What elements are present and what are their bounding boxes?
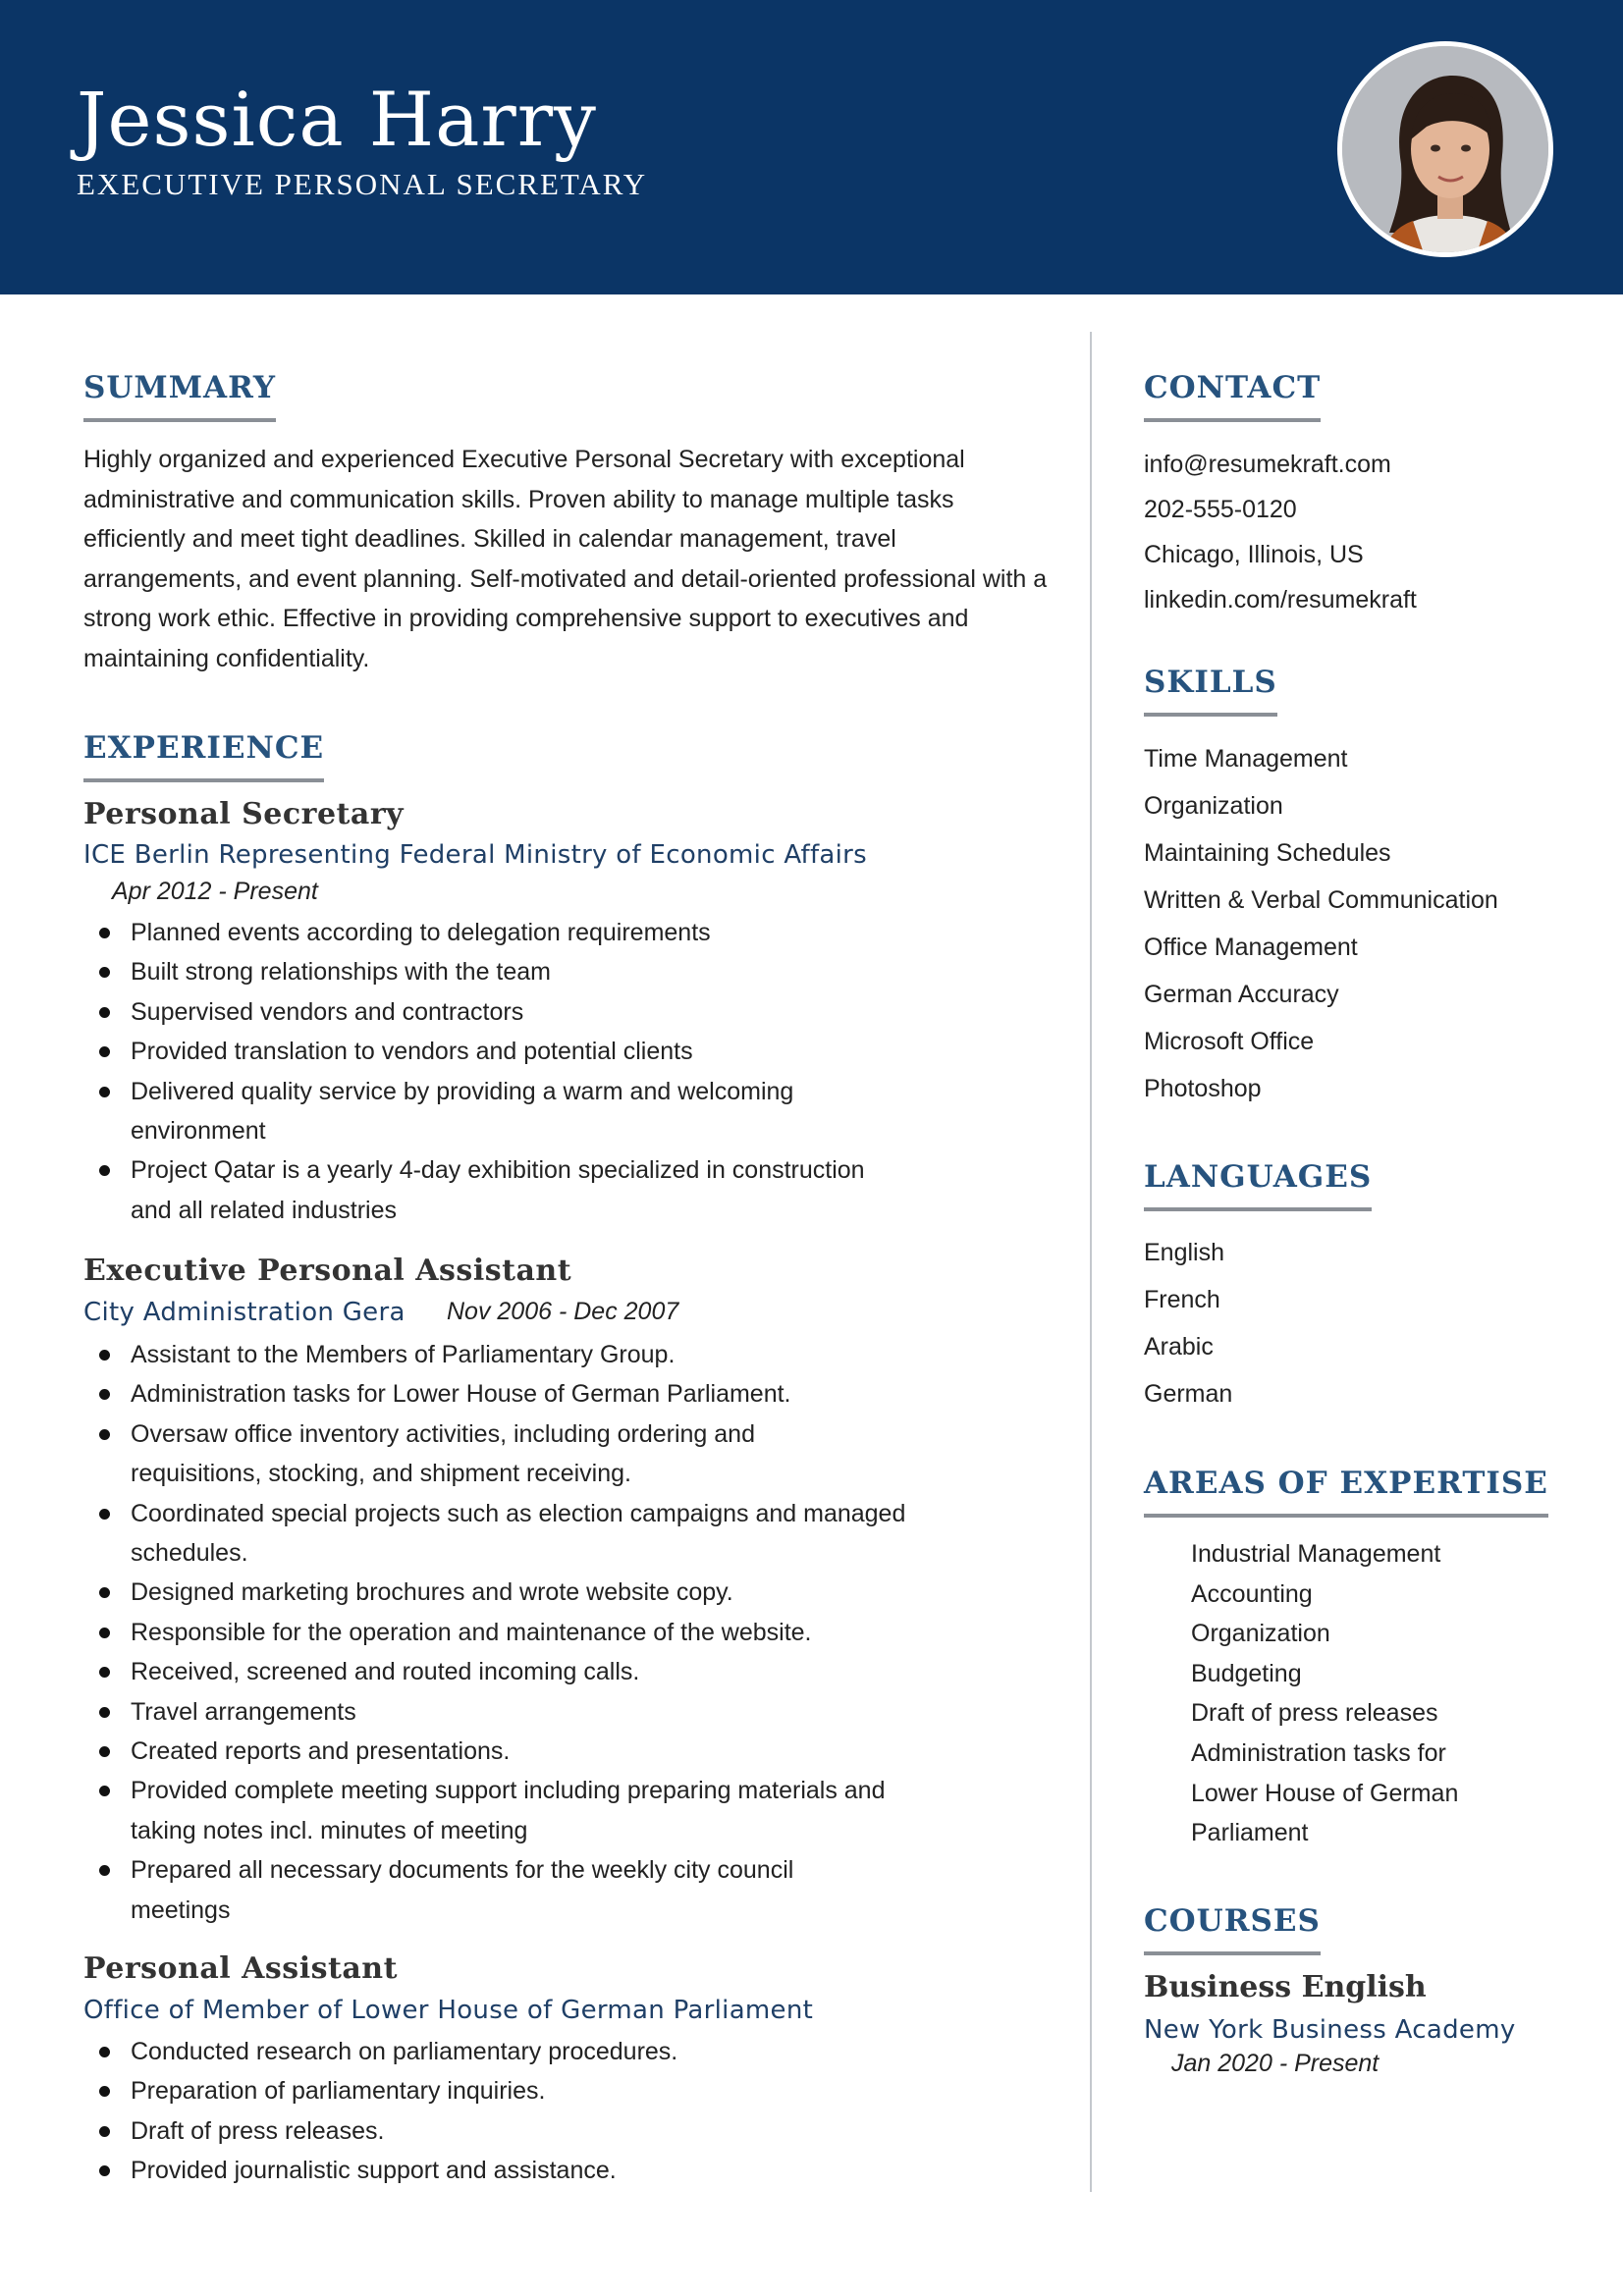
course-title: Business English [1144, 1970, 1427, 2004]
course-dates: Jan 2020 - Present [1171, 2050, 1380, 2077]
list-item: Provided journalistic support and assistance. [83, 2151, 928, 2190]
job-title: Personal Assistant [83, 1951, 398, 1986]
list-item: Received, screened and routed incoming calls. [83, 1652, 928, 1691]
expertise-item: Organization [1191, 1620, 1330, 1648]
list-item: Designed marketing brochures and wrote website copy. [83, 1573, 928, 1612]
column-divider [1090, 332, 1092, 2192]
language-item: French [1144, 1286, 1220, 1313]
expertise-item: Accounting [1191, 1579, 1313, 1608]
candidate-name: Jessica Harry [77, 76, 597, 163]
header-banner [0, 0, 1623, 294]
list-item: Project Qatar is a yearly 4-day exhibition specialized in construction and all related industries [83, 1150, 898, 1230]
skill-item: Microsoft Office [1144, 1028, 1315, 1055]
experience-heading: EXPERIENCE [83, 729, 324, 782]
list-item: Responsible for the operation and maintenance of the website. [83, 1613, 928, 1652]
expertise-item: Parliament [1191, 1819, 1309, 1847]
skill-item: German Accuracy [1144, 981, 1339, 1008]
languages-list [1144, 1229, 1232, 1417]
expertise-item: Budgeting [1191, 1659, 1302, 1687]
list-item: Conducted research on parliamentary procedures. [83, 2032, 928, 2071]
skill-item: Time Management [1144, 745, 1348, 773]
contact-phone[interactable]: 202-555-0120 [1144, 496, 1297, 523]
list-item: Delivered quality service by providing a warm and welcoming environment [83, 1072, 898, 1151]
language-item: German [1144, 1380, 1233, 1408]
contact-list [1144, 442, 1417, 622]
job-bullets [83, 913, 898, 1230]
contact-email[interactable]: info@resumekraft.com [1144, 451, 1391, 478]
expertise-heading: AREAS OF EXPERTISE [1144, 1465, 1548, 1518]
courses-heading: COURSES [1144, 1902, 1321, 1955]
expertise-item: Lower House of German [1191, 1779, 1459, 1807]
language-item: Arabic [1144, 1333, 1214, 1361]
contact-heading: CONTACT [1144, 369, 1321, 422]
contact-location: Chicago, Illinois, US [1144, 541, 1364, 568]
list-item: Built strong relationships with the team [83, 952, 898, 991]
course-org: New York Business Academy [1144, 2015, 1516, 2045]
expertise-item: Draft of press releases [1191, 1699, 1438, 1728]
expertise-item: Industrial Management [1191, 1540, 1441, 1568]
list-item: Prepared all necessary documents for the weekly city council meetings [83, 1850, 830, 1930]
job-bullets [83, 2032, 928, 2191]
list-item: Oversaw office inventory activities, including ordering and requisitions, stocking, and shipment receiving. [83, 1415, 869, 1494]
expertise-item: Administration tasks for [1191, 1738, 1446, 1767]
contact-linkedin[interactable]: linkedin.com/resumekraft [1144, 586, 1417, 614]
languages-heading: LANGUAGES [1144, 1158, 1372, 1211]
job-company: City Administration Gera [83, 1298, 406, 1327]
list-item: Planned events according to delegation requirements [83, 913, 898, 952]
list-item: Supervised vendors and contractors [83, 992, 898, 1032]
skill-item: Maintaining Schedules [1144, 839, 1391, 867]
list-item: Created reports and presentations. [83, 1732, 928, 1771]
skills-list [1144, 735, 1498, 1112]
job-title: Executive Personal Assistant [83, 1254, 572, 1288]
skill-item: Organization [1144, 792, 1283, 820]
job-dates: Apr 2012 - Present [112, 878, 318, 905]
job-company: Office of Member of Lower House of German Parliament [83, 1996, 814, 2025]
candidate-title: EXECUTIVE PERSONAL SECRETARY [77, 167, 648, 201]
summary-text: Highly organized and experienced Executive Personal Secretary with exceptional administrative and communication skills. Proven ability to manage multiple tasks efficiently and meet tight deadlines. Skilled in calendar management, travel arrangements, and event planning. Self-motivated and detail-oriented professional with a strong work ethic. Effective in providing comprehensive support to executives and maintaining confidentiality. [83, 446, 1048, 672]
skill-item: Office Management [1144, 934, 1358, 961]
job-bullets [83, 1335, 928, 1930]
language-item: English [1144, 1239, 1224, 1266]
job-title: Personal Secretary [83, 797, 405, 831]
skill-item: Written & Verbal Communication [1144, 886, 1498, 914]
job-dates: Nov 2006 - Dec 2007 [447, 1298, 679, 1325]
profile-photo [1337, 41, 1553, 257]
list-item: Provided translation to vendors and potential clients [83, 1032, 898, 1071]
list-item: Provided complete meeting support including preparing materials and taking notes incl. minutes of meeting [83, 1771, 928, 1850]
expertise-list [1191, 1534, 1458, 1853]
list-item: Travel arrangements [83, 1692, 928, 1732]
job-company: ICE Berlin Representing Federal Ministry of Economic Affairs [83, 840, 868, 870]
skill-item: Photoshop [1144, 1075, 1262, 1102]
list-item: Preparation of parliamentary inquiries. [83, 2071, 928, 2110]
skills-heading: SKILLS [1144, 664, 1277, 717]
list-item: Coordinated special projects such as election campaigns and managed schedules. [83, 1494, 928, 1574]
list-item: Draft of press releases. [83, 2111, 928, 2151]
summary-heading: SUMMARY [83, 369, 276, 422]
list-item: Assistant to the Members of Parliamentary Group. [83, 1335, 928, 1374]
portrait-illustration [1342, 46, 1553, 257]
list-item: Administration tasks for Lower House of German Parliament. [83, 1374, 928, 1414]
